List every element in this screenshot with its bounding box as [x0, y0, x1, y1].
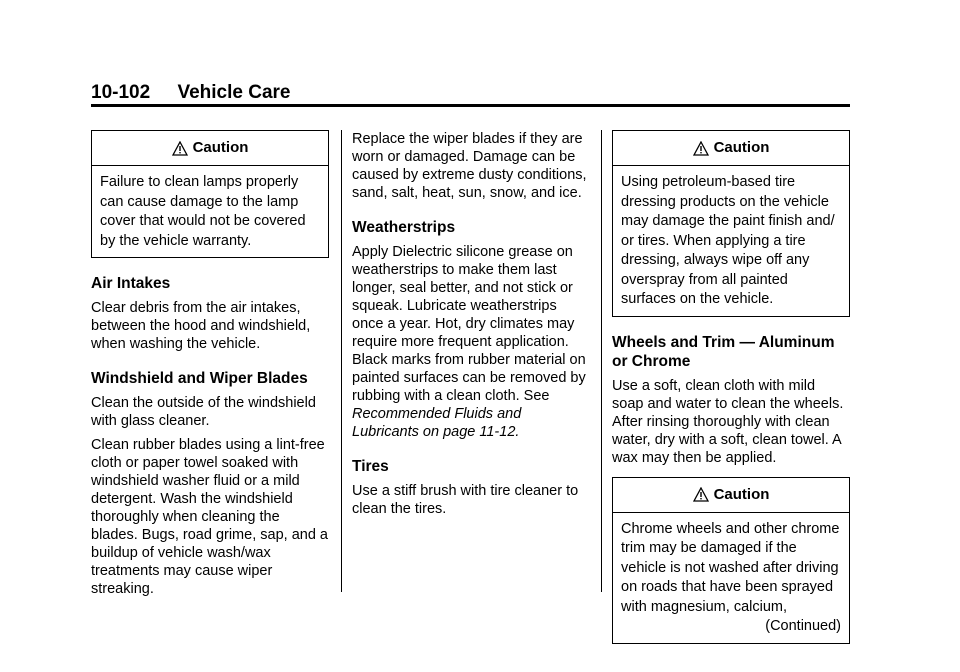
continued-label: (Continued): [765, 618, 841, 634]
column-divider: [601, 130, 602, 592]
caution-text: Failure to clean lamps properly can cause damage to the lamp cover that would not be covered by the vehicle warranty.: [100, 174, 306, 249]
warning-icon: [172, 141, 188, 156]
paragraph: Clean the outside of the windshield with glass cleaner.: [91, 395, 316, 429]
caution-text: Chrome wheels and other chrome trim may be damaged if the vehicle is not washed after driving on roads that have been sprayed with magnesium, calcium,: [621, 520, 840, 615]
caution-label: Caution: [192, 139, 249, 156]
caution-text: Using petroleum-based tire dressing products on the vehicle may damage the paint finish and/ or tires. When applying a tire dressing, always wipe off any overspray from all painted surfaces on the vehicle.: [621, 174, 835, 307]
caution-label: Caution: [713, 485, 770, 503]
paragraph: Use a soft, clean cloth with mild soap and water to clean the wheels. After rinsing thoroughly with clean water, dry with a soft, clean towel. A wax may then be applied.: [612, 377, 844, 466]
caution-box: [612, 477, 850, 644]
caution-header: [92, 131, 328, 166]
caution-header: [613, 478, 849, 513]
caution-header: [613, 131, 849, 166]
caution-label: Caution: [713, 139, 770, 156]
paragraph: Clear debris from the air intakes, between the hood and windshield, when washing the vehicle.: [91, 300, 311, 352]
section-heading: Air Intakes: [91, 275, 171, 292]
section-title: Vehicle Care: [177, 82, 291, 103]
warning-icon: [693, 487, 709, 502]
column-divider: [341, 130, 342, 592]
column-2: [352, 130, 592, 524]
section-heading: Windshield and Wiper Blades: [91, 370, 308, 387]
paragraph: Clean rubber blades using a lint-free cloth or paper towel soaked with windshield washer fluid or a mild detergent. Wash the windshield thoroughly when cleaning the blades. Bugs, road grime, sap, and a buildup of vehicle wash/wax treatments may cause wiper streaking.: [91, 437, 328, 597]
caution-text-container: [613, 513, 849, 643]
paragraph: Use a stiff brush with tire cleaner to clean the tires.: [352, 483, 579, 517]
paragraph-text: Apply Dielectric silicone grease on weatherstrips to make them last longer, seal better, and not stick or squeak. Lubricate weatherstrips once a year. Hot, dry climates may require more frequent application. Black marks from rubber material on painted surfaces can be removed by rubbing with a clean cloth. See: [352, 244, 586, 404]
page-header: [91, 82, 290, 104]
paragraph: Replace the wiper blades if they are worn or damaged. Damage can be caused by extreme dusty conditions, sand, salt, heat, sun, snow, and ice.: [352, 131, 587, 201]
caution-box: [91, 130, 329, 258]
section-heading: Wheels and Trim — Aluminum or Chrome: [612, 333, 835, 370]
caution-box: [612, 130, 850, 317]
cross-reference-link[interactable]: Recommended Fluids and Lubricants on page 11-12.: [352, 406, 522, 440]
warning-icon: [693, 141, 709, 156]
section-heading: Tires: [352, 458, 389, 475]
section-heading: Weatherstrips: [352, 219, 456, 236]
page-number: 10-102: [91, 82, 151, 103]
paragraph: [352, 243, 592, 441]
column-3: [612, 130, 850, 644]
header-rule: [91, 104, 850, 107]
column-1: [91, 130, 329, 604]
